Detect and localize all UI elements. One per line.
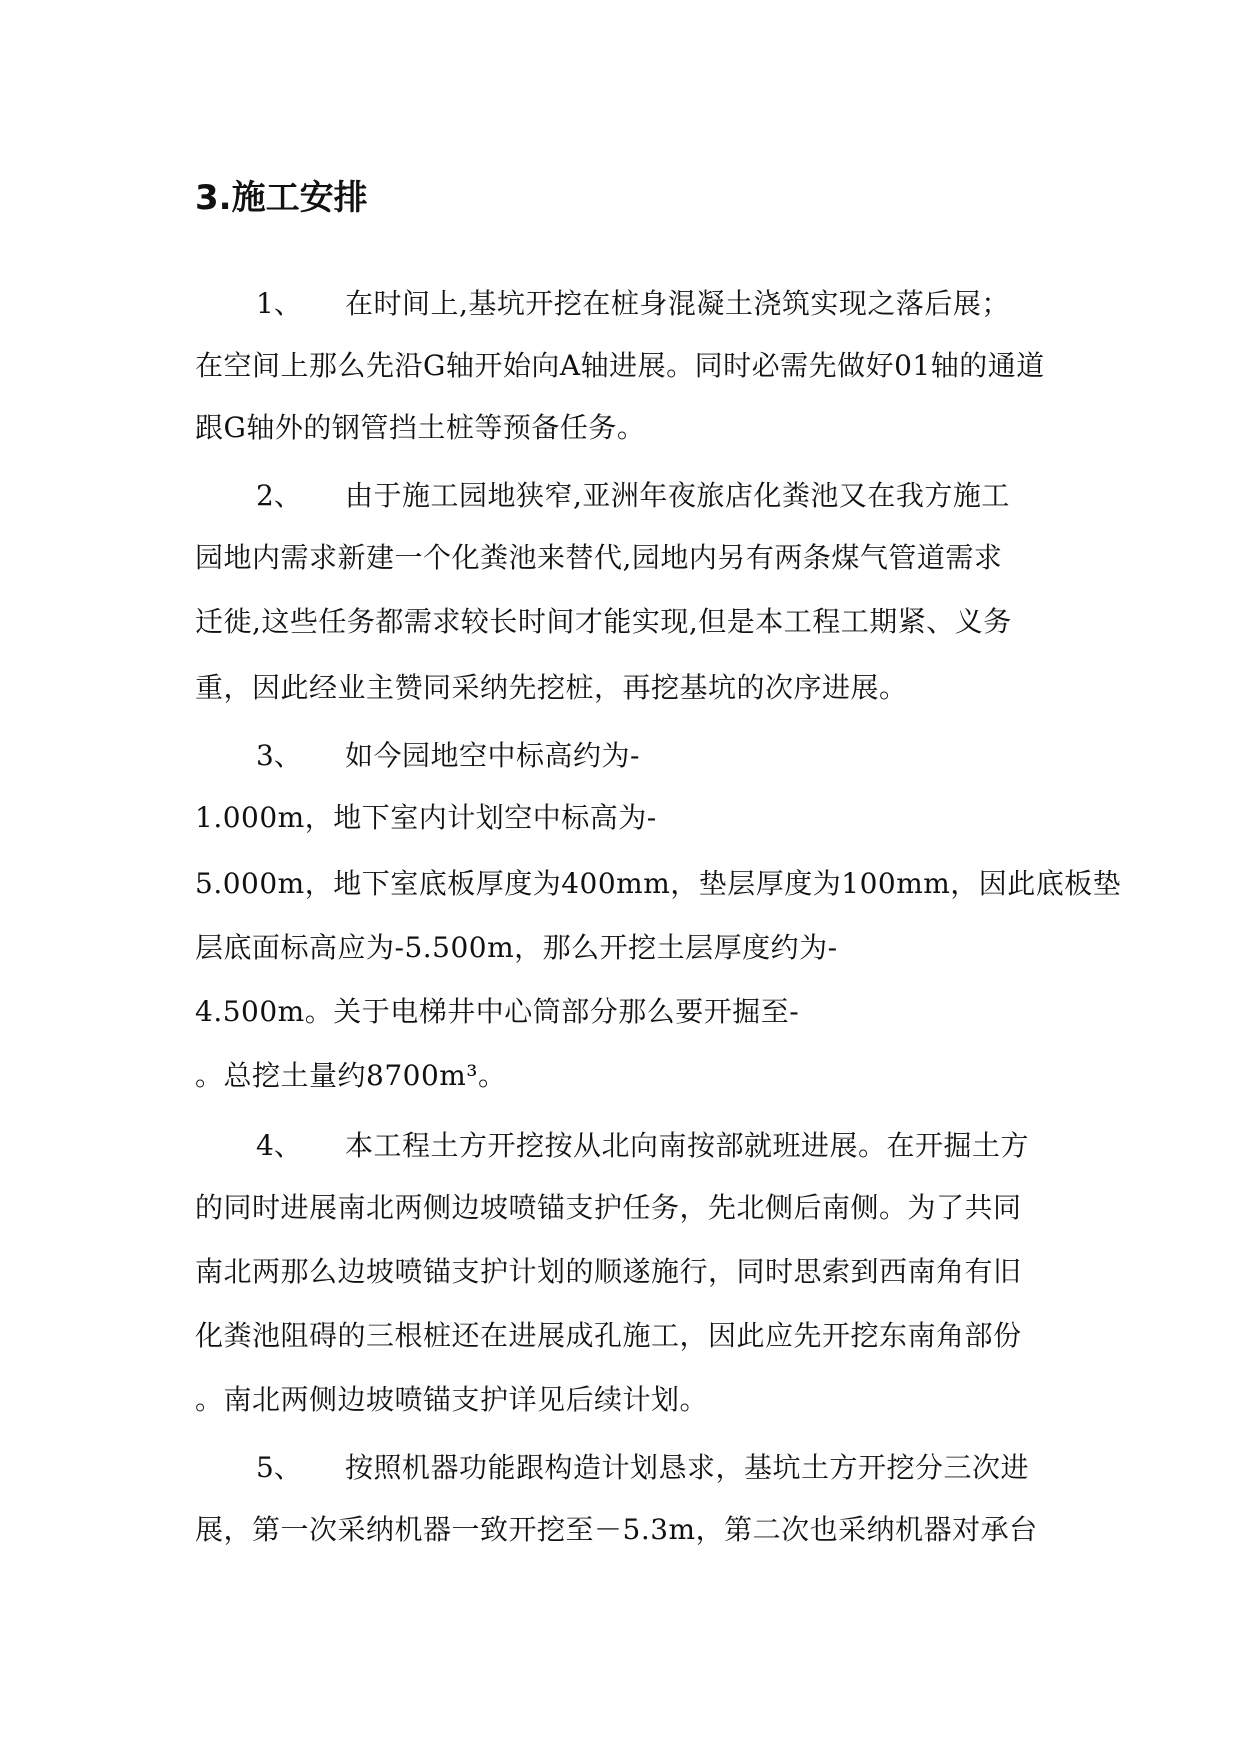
paragraph-1-line-3: 跟G轴外的钢管挡土桩等预备任务。 [195, 411, 646, 444]
paragraph-1-line-1: 在时间上,基坑开挖在桩身混凝土浇筑实现之落后展； [345, 287, 1010, 320]
paragraph-4-line-3: 南北两那么边坡喷锚支护计划的顺遂施行，同时思索到西南角有旧 [195, 1255, 1022, 1288]
paragraph-2-number: 2、 [256, 479, 302, 512]
paragraph-3-line-1: 如今园地空中标高约为- [345, 739, 640, 772]
paragraph-1-line-2: 在空间上那么先沿G轴开始向A轴进展。同时必需先做好01轴的通道 [195, 349, 1045, 382]
paragraph-4-line-4: 化粪池阻碍的三根桩还在进展成孔施工，因此应先开挖东南角部份 [195, 1319, 1022, 1352]
paragraph-2-line-3: 迁徙,这些任务都需求较长时间才能实现,但是本工程工期紧、义务 [195, 605, 1012, 638]
paragraph-3-number: 3、 [256, 739, 302, 772]
section-heading: 3.施工安排 [195, 178, 368, 218]
paragraph-5-line-1: 按照机器功能跟构造计划恳求，基坑土方开挖分三次进 [345, 1451, 1030, 1484]
paragraph-2-line-4: 重，因此经业主赞同采纳先挖桩，再挖基坑的次序进展。 [195, 671, 908, 704]
paragraph-4-line-1: 本工程土方开挖按从北向南按部就班进展。在开掘土方 [345, 1129, 1030, 1162]
paragraph-2-line-1: 由于施工园地狭窄,亚洲年夜旅店化粪池又在我方施工 [345, 479, 1010, 512]
paragraph-5-number: 5、 [256, 1451, 302, 1484]
paragraph-3-line-4: 层底面标高应为-5.500m，那么开挖土层厚度约为- [195, 931, 838, 964]
paragraph-2-line-2: 园地内需求新建一个化粪池来替代,园地内另有两条煤气管道需求 [195, 541, 1003, 574]
paragraph-5-line-2: 展，第一次采纳机器一致开挖至－5.3m，第二次也采纳机器对承台 [195, 1513, 1038, 1546]
paragraph-4-line-5: 。南北两侧边坡喷锚支护详见后续计划。 [195, 1383, 709, 1416]
paragraph-4-line-2: 的同时进展南北两侧边坡喷锚支护任务，先北侧后南侧。为了共同 [195, 1191, 1022, 1224]
paragraph-3-line-6: 。总挖土量约8700m³。 [195, 1059, 507, 1092]
paragraph-3-line-5: 4.500m。关于电梯井中心筒部分那么要开掘至- [195, 995, 800, 1028]
paragraph-4-number: 4、 [256, 1129, 302, 1162]
paragraph-3-line-2: 1.000m，地下室内计划空中标高为- [195, 801, 657, 834]
paragraph-3-line-3: 5.000m，地下室底板厚度为400mm，垫层厚度为100mm，因此底板垫 [195, 867, 1122, 900]
paragraph-1-number: 1、 [256, 287, 302, 320]
